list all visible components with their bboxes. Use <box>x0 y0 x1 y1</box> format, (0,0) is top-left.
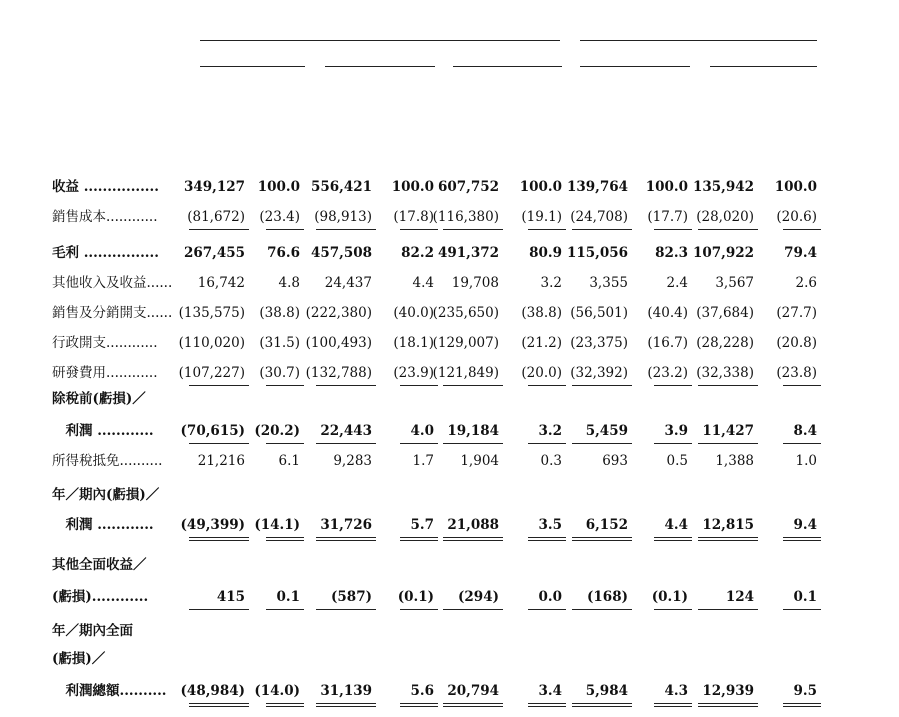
single-underline <box>783 443 821 444</box>
value-cell: (132,788) <box>305 365 372 381</box>
value-cell: 31,139 <box>320 683 372 699</box>
value-cell: 6,152 <box>585 517 628 533</box>
value-cell: 21,216 <box>197 453 245 469</box>
row-label: 年／期內(虧損)／ <box>52 487 160 503</box>
single-underline <box>572 609 632 610</box>
value-cell: 4.4 <box>412 275 434 291</box>
double-underline <box>266 703 304 707</box>
double-underline <box>189 537 249 541</box>
value-cell: 80.9 <box>529 245 562 261</box>
double-underline <box>528 703 566 707</box>
double-underline <box>316 703 376 707</box>
value-cell: 0.3 <box>540 453 562 469</box>
single-underline <box>654 443 692 444</box>
single-underline <box>654 385 692 386</box>
year-rule-0 <box>200 66 305 67</box>
value-cell: 82.2 <box>401 245 434 261</box>
value-cell: (129,007) <box>432 335 499 351</box>
value-cell: 8.4 <box>793 423 817 439</box>
single-underline <box>528 609 566 610</box>
value-cell: (587) <box>331 589 372 605</box>
single-underline <box>400 229 438 230</box>
double-underline <box>316 537 376 541</box>
value-cell: (135,575) <box>178 305 245 321</box>
row-label: 研發費用............ <box>52 365 158 381</box>
single-underline <box>443 609 503 610</box>
value-cell: (49,399) <box>180 517 245 533</box>
value-cell: 5,459 <box>585 423 628 439</box>
single-underline <box>316 443 376 444</box>
value-cell: 12,939 <box>702 683 754 699</box>
value-cell: 31,726 <box>320 517 372 533</box>
value-cell: 0.0 <box>538 589 562 605</box>
single-underline <box>572 385 632 386</box>
group-rule-0 <box>200 40 560 41</box>
row-label: 年／期內全面 <box>52 623 133 639</box>
value-cell: 3,355 <box>589 275 628 291</box>
double-underline <box>783 703 821 707</box>
single-underline <box>189 229 249 230</box>
value-cell: (19.1) <box>521 209 562 225</box>
value-cell: (56,501) <box>570 305 628 321</box>
single-underline <box>189 385 249 386</box>
row-label: (虧損)............ <box>52 589 149 605</box>
value-cell: (110,020) <box>178 335 245 351</box>
single-underline <box>189 609 249 610</box>
value-cell: (17.7) <box>647 209 688 225</box>
value-cell: 100.0 <box>645 179 688 195</box>
value-cell: 3.5 <box>538 517 562 533</box>
double-underline <box>443 537 503 541</box>
value-cell: (18.1) <box>393 335 434 351</box>
double-underline <box>698 703 758 707</box>
double-underline <box>654 537 692 541</box>
value-cell: 6.1 <box>278 453 300 469</box>
value-cell: (0.1) <box>651 589 688 605</box>
value-cell: 100.0 <box>519 179 562 195</box>
single-underline <box>783 229 821 230</box>
double-underline <box>698 537 758 541</box>
value-cell: 100.0 <box>257 179 300 195</box>
row-label: 收益 ................ <box>52 179 159 195</box>
single-underline <box>572 443 632 444</box>
value-cell: (0.1) <box>397 589 434 605</box>
value-cell: 491,372 <box>437 245 499 261</box>
value-cell: (100,493) <box>305 335 372 351</box>
value-cell: (24,708) <box>570 209 628 225</box>
value-cell: (40.0) <box>393 305 434 321</box>
single-underline <box>698 443 758 444</box>
value-cell: 3,567 <box>715 275 754 291</box>
value-cell: (23.4) <box>259 209 300 225</box>
single-underline <box>266 385 304 386</box>
single-underline <box>528 229 566 230</box>
group-rule-1 <box>580 40 817 41</box>
value-cell: 115,056 <box>566 245 628 261</box>
row-label: 除稅前(虧損)／ <box>52 391 146 407</box>
value-cell: (28,020) <box>696 209 754 225</box>
row-label: 其他收入及收益...... <box>52 275 173 291</box>
value-cell: (70,615) <box>180 423 245 439</box>
value-cell: 5.7 <box>410 517 434 533</box>
value-cell: (116,380) <box>432 209 499 225</box>
value-cell: 12,815 <box>702 517 754 533</box>
value-cell: 9.4 <box>793 517 817 533</box>
value-cell: 556,421 <box>310 179 372 195</box>
single-underline <box>266 443 304 444</box>
value-cell: 5.6 <box>410 683 434 699</box>
value-cell: 0.1 <box>793 589 817 605</box>
single-underline <box>266 229 304 230</box>
value-cell: 19,184 <box>447 423 499 439</box>
value-cell: 415 <box>216 589 245 605</box>
single-underline <box>654 229 692 230</box>
value-cell: (23.8) <box>776 365 817 381</box>
value-cell: 1.7 <box>412 453 434 469</box>
single-underline <box>316 385 376 386</box>
value-cell: 76.6 <box>267 245 300 261</box>
value-cell: 4.8 <box>278 275 300 291</box>
value-cell: (40.4) <box>647 305 688 321</box>
value-cell: 1,388 <box>715 453 754 469</box>
value-cell: 4.0 <box>410 423 434 439</box>
double-underline <box>783 537 821 541</box>
single-underline <box>783 609 821 610</box>
value-cell: 0.5 <box>666 453 688 469</box>
single-underline <box>528 385 566 386</box>
single-underline <box>400 443 438 444</box>
row-label: (虧損)／ <box>52 651 106 667</box>
row-label: 毛利 ................ <box>52 245 159 261</box>
value-cell: (235,650) <box>432 305 499 321</box>
double-underline <box>400 537 438 541</box>
value-cell: 267,455 <box>183 245 245 261</box>
value-cell: (23,375) <box>570 335 628 351</box>
value-cell: (23.2) <box>647 365 688 381</box>
double-underline <box>654 703 692 707</box>
value-cell: (31.5) <box>259 335 300 351</box>
value-cell: 79.4 <box>784 245 817 261</box>
value-cell: 100.0 <box>774 179 817 195</box>
value-cell: 135,942 <box>692 179 754 195</box>
single-underline <box>266 609 304 610</box>
single-underline <box>316 229 376 230</box>
value-cell: (14.1) <box>254 517 300 533</box>
value-cell: 3.4 <box>538 683 562 699</box>
single-underline <box>443 443 503 444</box>
single-underline <box>654 609 692 610</box>
double-underline <box>266 537 304 541</box>
single-underline <box>572 229 632 230</box>
value-cell: (38.8) <box>259 305 300 321</box>
row-label: 利潤 ............ <box>52 423 154 439</box>
year-rule-2 <box>453 66 562 67</box>
value-cell: (20.8) <box>776 335 817 351</box>
value-cell: 22,443 <box>320 423 372 439</box>
value-cell: 9.5 <box>793 683 817 699</box>
value-cell: 100.0 <box>391 179 434 195</box>
value-cell: (38.8) <box>521 305 562 321</box>
value-cell: (28,228) <box>696 335 754 351</box>
double-underline <box>572 703 632 707</box>
single-underline <box>698 385 758 386</box>
value-cell: (37,684) <box>696 305 754 321</box>
value-cell: (32,338) <box>696 365 754 381</box>
year-rule-4 <box>710 66 817 67</box>
value-cell: (222,380) <box>305 305 372 321</box>
value-cell: (168) <box>587 589 628 605</box>
value-cell: (17.8) <box>393 209 434 225</box>
value-cell: 607,752 <box>437 179 499 195</box>
single-underline <box>528 443 566 444</box>
value-cell: 16,742 <box>197 275 245 291</box>
value-cell: (21.2) <box>521 335 562 351</box>
row-label: 所得稅抵免.......... <box>52 453 163 469</box>
double-underline <box>443 703 503 707</box>
value-cell: 82.3 <box>655 245 688 261</box>
single-underline <box>698 229 758 230</box>
value-cell: 2.4 <box>666 275 688 291</box>
value-cell: 107,922 <box>692 245 754 261</box>
double-underline <box>400 703 438 707</box>
value-cell: 349,127 <box>183 179 245 195</box>
value-cell: (20.2) <box>254 423 300 439</box>
value-cell: 2.6 <box>795 275 817 291</box>
value-cell: 124 <box>725 589 754 605</box>
value-cell: (30.7) <box>259 365 300 381</box>
value-cell: (294) <box>458 589 499 605</box>
single-underline <box>400 609 438 610</box>
value-cell: 5,984 <box>585 683 628 699</box>
value-cell: (16.7) <box>647 335 688 351</box>
value-cell: 3.2 <box>538 423 562 439</box>
row-label: 銷售及分銷開支...... <box>52 305 173 321</box>
value-cell: (20.6) <box>776 209 817 225</box>
value-cell: 139,764 <box>566 179 628 195</box>
row-label: 利潤 ............ <box>52 517 154 533</box>
row-label: 銷售成本............ <box>52 209 158 225</box>
double-underline <box>189 703 249 707</box>
value-cell: 21,088 <box>447 517 499 533</box>
value-cell: 9,283 <box>333 453 372 469</box>
value-cell: (107,227) <box>178 365 245 381</box>
value-cell: (98,913) <box>314 209 372 225</box>
single-underline <box>189 443 249 444</box>
value-cell: 4.4 <box>664 517 688 533</box>
year-rule-1 <box>325 66 435 67</box>
value-cell: 11,427 <box>702 423 754 439</box>
single-underline <box>698 609 758 610</box>
double-underline <box>572 537 632 541</box>
single-underline <box>783 385 821 386</box>
value-cell: (121,849) <box>432 365 499 381</box>
row-label: 行政開支............ <box>52 335 158 351</box>
year-rule-3 <box>580 66 690 67</box>
single-underline <box>443 385 503 386</box>
single-underline <box>400 385 438 386</box>
value-cell: (81,672) <box>187 209 245 225</box>
value-cell: (27.7) <box>776 305 817 321</box>
value-cell: 0.1 <box>276 589 300 605</box>
row-label: 利潤總額.......... <box>52 683 167 699</box>
single-underline <box>443 229 503 230</box>
row-label: 其他全面收益／ <box>52 557 147 573</box>
value-cell: (32,392) <box>570 365 628 381</box>
value-cell: (23.9) <box>393 365 434 381</box>
value-cell: 693 <box>602 453 628 469</box>
value-cell: 24,437 <box>324 275 372 291</box>
value-cell: 1,904 <box>460 453 499 469</box>
double-underline <box>528 537 566 541</box>
value-cell: 20,794 <box>447 683 499 699</box>
value-cell: 3.9 <box>664 423 688 439</box>
value-cell: 19,708 <box>451 275 499 291</box>
value-cell: (14.0) <box>254 683 300 699</box>
single-underline <box>316 609 376 610</box>
value-cell: (48,984) <box>180 683 245 699</box>
value-cell: (20.0) <box>521 365 562 381</box>
value-cell: 3.2 <box>540 275 562 291</box>
value-cell: 1.0 <box>795 453 817 469</box>
value-cell: 4.3 <box>664 683 688 699</box>
value-cell: 457,508 <box>310 245 372 261</box>
